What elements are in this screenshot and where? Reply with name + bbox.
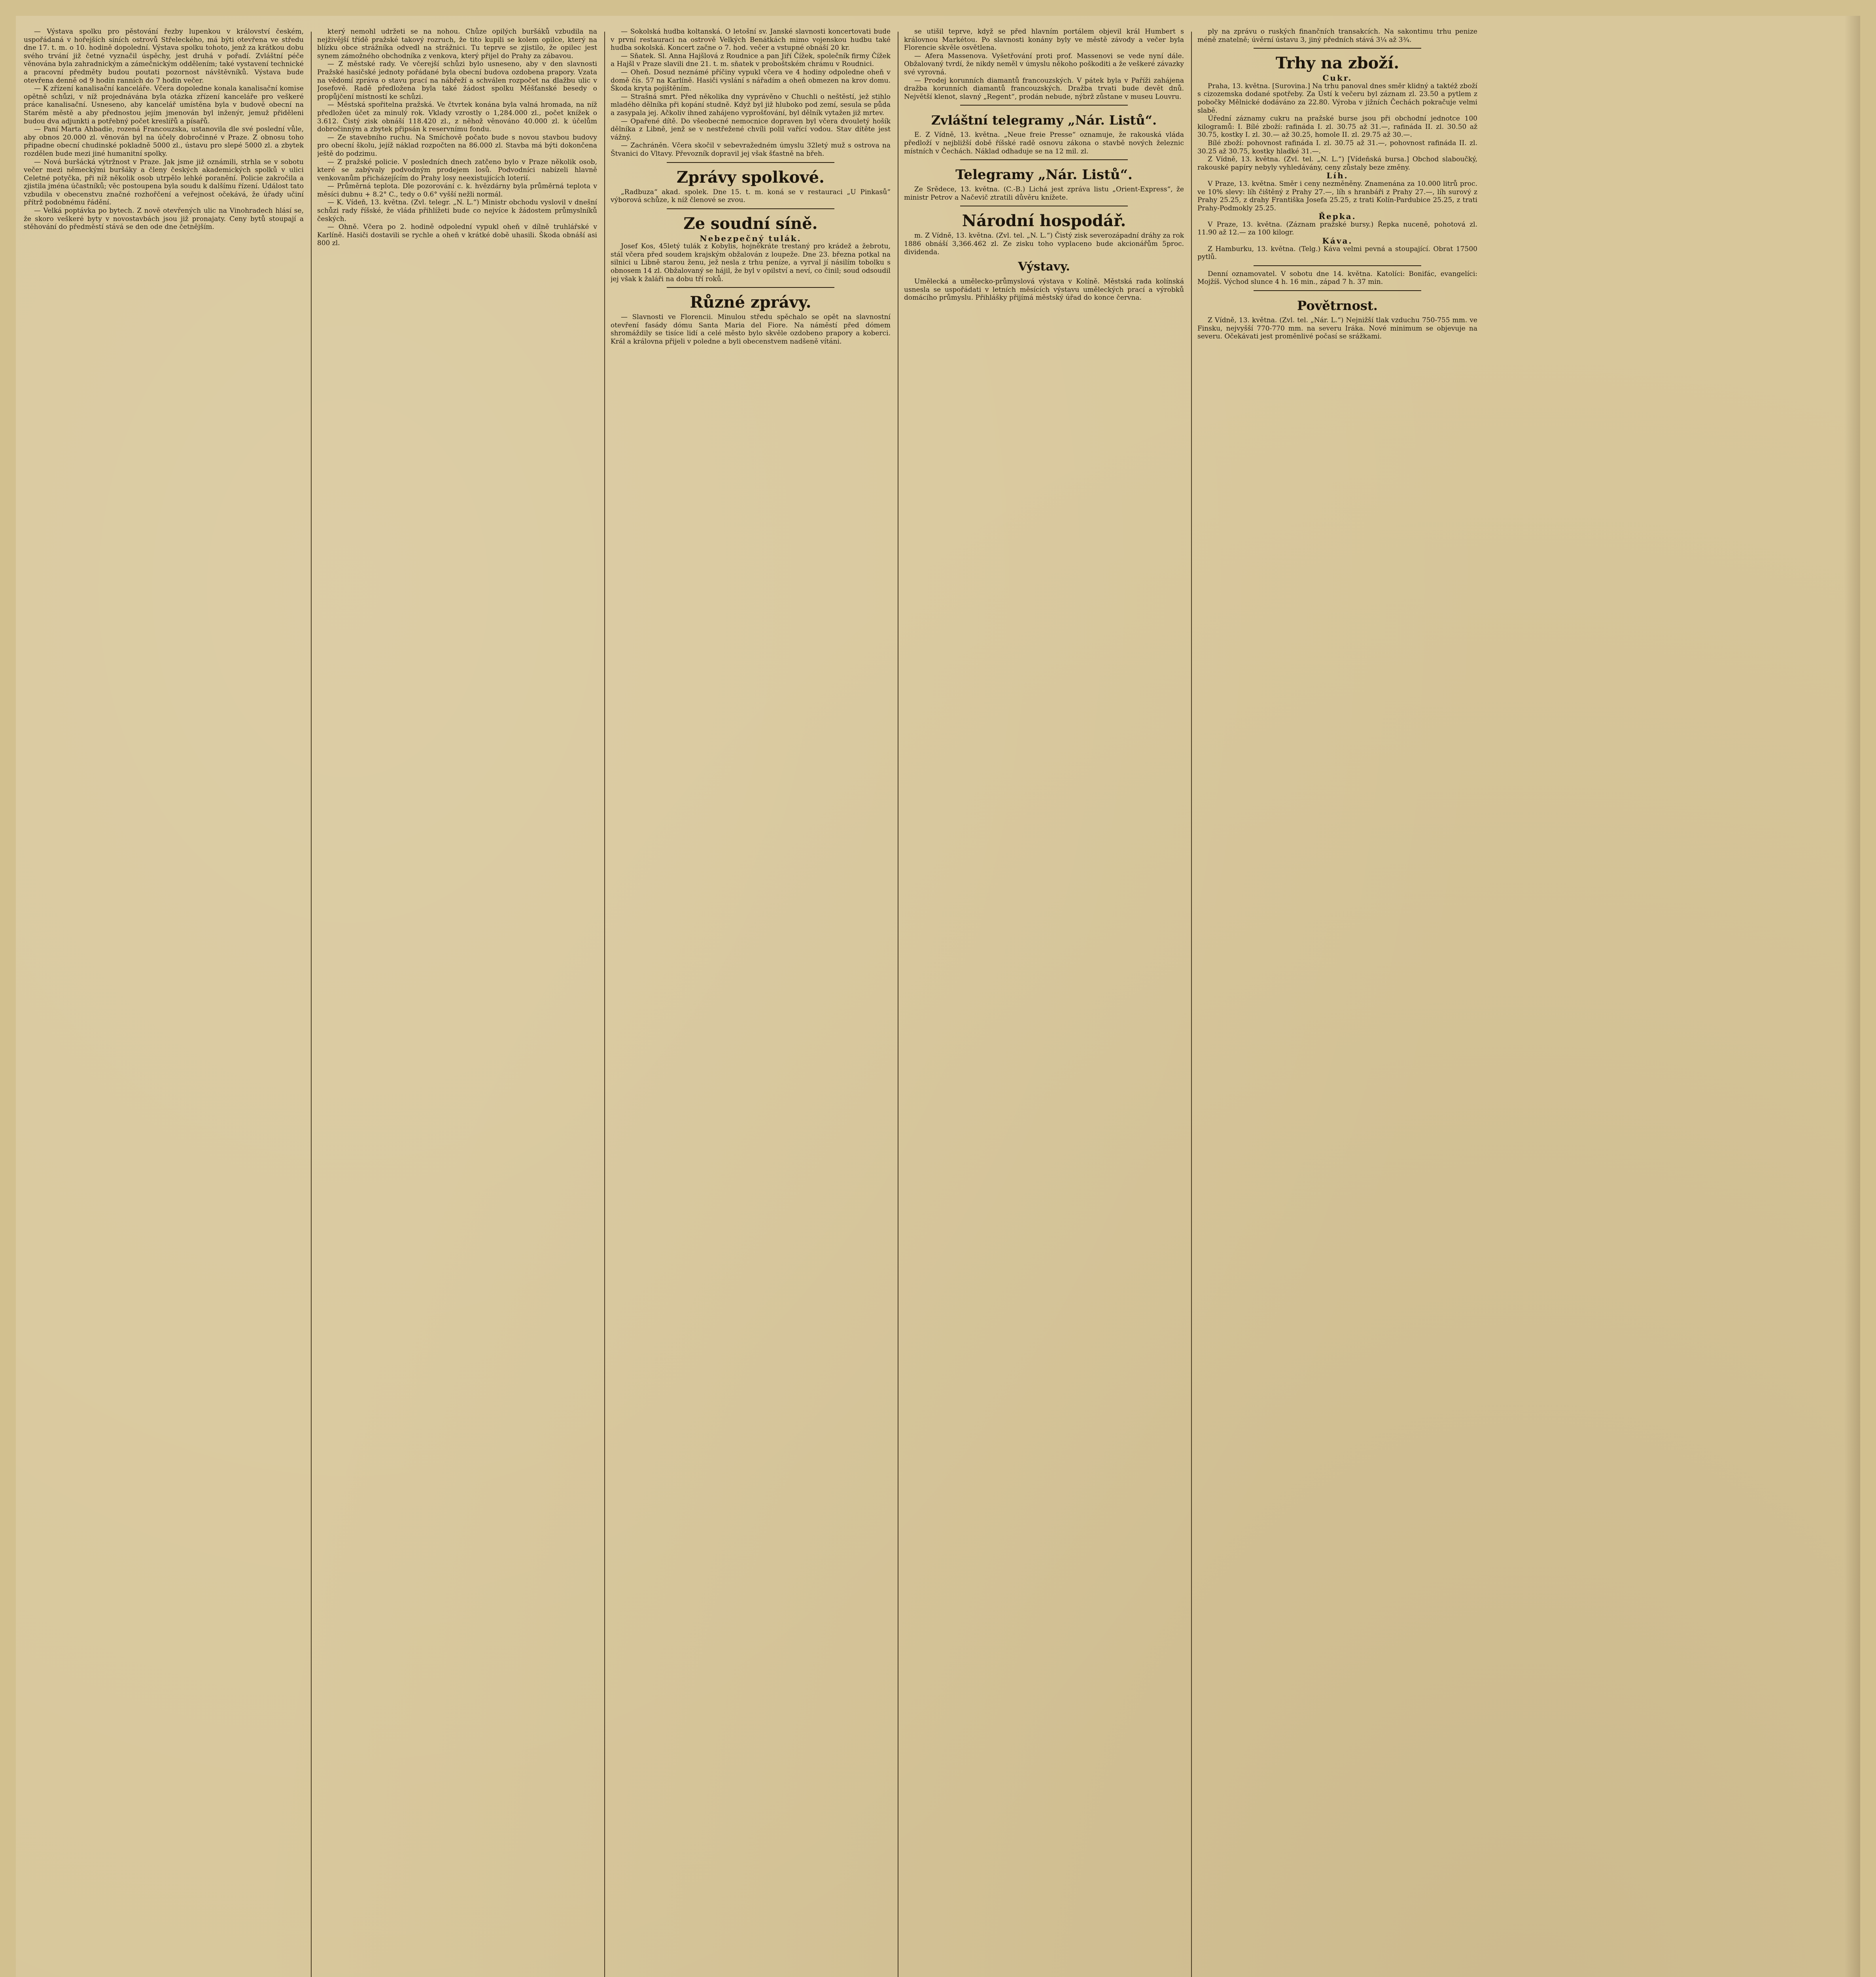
column-1 [24,28,304,1977]
divider [667,287,835,288]
article-spolek-rezby: — Výstava spolku pro pěstování řezby lupenkou v království českém, uspořádaná v hořejších síních ostrovů Střeleckého, má býti otevřena ve středu dne 17. t. m. o 10. hodině dopolední. Výstava spolku tohoto, jenž za krátkou dobu svého trvání již četné vyznačil úspěchy, jest druhá v pořadí. Zvláštní péče věnována byla zahradnickým a zámečnickým oddělením; také vystavení technické a pracovní předměty budou poutati pozornost návštěvníků. Výstava bude otevřena denně od 9 hodin ranních do 7 hodin večer. [24,28,304,85]
newspaper-page [16,16,1860,1977]
section-title-ruzne-zpravy: Různé zprávy. [690,293,811,312]
section-title-zvlastni-telegramy: Zvláštní telegramy „Nár. Listů“. [931,113,1157,128]
column-5 [1197,28,1477,1977]
section-title-vystavy: Výstavy. [1018,260,1070,274]
page-edge-shadow [1844,16,1860,1977]
section-title-zpravy-spolkove: Zprávy spolkové. [677,168,825,187]
article-bile-zbozi: Bílé zboží: pohovnost rafináda I. zl. 30.75 až 31.—, pohovnost rafináda II. zl. 30.25 až 30.75, kostky hladké 31.—. [1197,139,1477,155]
divider [1254,265,1422,266]
divider [1254,48,1422,49]
article-opilec: který nemohl udržeti se na nohou. Chůze opilých buršáků vzbudila na nejživější třídě pražské takový rozruch, že tito kupili se kolem opilce, který na blízku obce strážníka odvedl na strážnici. Tu teprve se zjistilo, že opilec jest synem zámožného obchodníka z venkova, který přijel do Prahy za zábavou. [317,28,597,60]
article-telegram-presse: E. Z Vídně, 13. května. „Neue freie Presse“ oznamuje, že rakouská vláda předloží v nejbližší době říšské radě osnovu zákona o stavbě nových železnic místních v Čechách. Náklad odhaduje se na 12 mil. zl. [904,131,1184,155]
article-cukr-zaznamy: Úřední záznamy cukru na pražské burse jsou při obchodní jednotce 100 kilogramů: I. Bílé zboží: rafináda I. zl. 30.75 až 31.—, rafináda II. zl. 30.50 až 30.75, kostky I. zl. 30.— až 30.25, homole II. zl. 29.75 až 30.—. [1197,115,1477,139]
column-2 [317,28,597,1977]
article-teplota: — Průměrná teplota. Dle pozorování c. k. hvězdárny byla průměrná teplota v měsíci dubnu + 8.2° C., tedy o 0.6° vyšší nežli normál. [317,182,597,198]
divider [960,105,1128,106]
divider [667,162,835,163]
column-rule [604,32,605,1977]
article-kanalisace: — K zřízení kanalisační kanceláře. Včera dopoledne konala kanalisační komise opětně schůzi, v níž projednávána byla otázka zřízení kanceláře pro veškeré práce kanalisační. Usneseno, aby kancelář umístěna byla v budově obecní na Starém městě a aby přednostou jejím jmenován byl inženýr, jemuž přiděleni budou dva adjunkti a potřebný počet kreslířů a písařů. [24,85,304,125]
article-denni-oznamovatel: Denní oznamovatel. V sobotu dne 14. května. Katolíci: Bonifác, evangelíci: Mojžíš. Východ slunce 4 h. 16 min., západ 7 h. 37 min. [1197,270,1477,286]
subtitle-repka: Řepka. [1318,212,1356,221]
article-cukr-praha: Praha, 13. května. [Surovina.] Na trhu panoval dnes směr klidný a taktéž zboží s cizozemska dodané spotřeby. Za Ústí k večeru byl záznam zl. 23.50 a pytlem z pobočky Mělnické dodáváno za 22.80. Výroba v jižních Čechách pokračuje velmi slabě. [1197,82,1477,115]
article-policie: — Z pražské policie. V posledních dnech zatčeno bylo v Praze několik osob, které se zabývaly podvodným prodejem losů. Podvodníci nabízeli hlavně venkovanům přicházejícím do Prahy losy neexistujících loterií. [317,158,597,182]
article-lih: V Praze, 13. května. Směr i ceny nezměněny. Znamenána za 10.000 litrů proc. ve 10% slevy: líh čištěný z Prahy 27.—, líh s hranbáři z Prahy 27.—, líh surový z Prahy 25.25, z drahy Františka Josefa 25.25, z trati Kolín-Pardubice 25.25, z trati Prahy-Podmokly 25.25. [1197,180,1477,212]
divider [960,159,1128,160]
section-title-soudni-sin: Ze soudní síně. [683,214,818,233]
section-title-povetrnost: Povětrnost. [1297,298,1378,314]
article-draha: m. Z Vídně, 13. května. (Zvl. tel. „N. L.“) Čistý zisk severozápadní dráhy za rok 1886 obnáší 3,366.462 zl. Ze zisku toho vyplaceno bude akcionářům 5proc. dividenda. [904,232,1184,256]
section-title-trhy: Trhy na zboží. [1275,54,1399,73]
divider [1254,290,1422,291]
article-diamanty: — Prodej korunních diamantů francouzských. V pátek byla v Paříži zahájena dražba korunních diamantů francouzských. Dražba trvati bude devět dnů. Největší klenot, slavný „Regent“, prodán nebude, nýbrž zůstane v museu Louvru. [904,76,1184,101]
article-mestska-rada: — Z městské rady. Ve včerejší schůzi bylo usneseno, aby v den slavnosti Pražské hasičské jednoty pořádané byla obecní budova ozdobena prapory. Vzata na vědomí zpráva o stavu prací na nábřeží a schválen rozpočet na dlažbu ulic v Josefově. Radě předložena byla také žádost spolku Měšťanské besedy o propůjčení místností ke schůzi. [317,60,597,101]
article-povetrnost: Z Vídně, 13. května. (Zvl. tel. „Nár. L.“) Nejnižší tlak vzduchu 750-755 mm. ve Finsku, nejvyšší 770-770 mm. na severu Iráka. Nové minimum se objevuje na severu. Očekávati jest proměnlivé počasí se srážkami. [1197,316,1477,341]
article-bursaci: — Nová buršácká výtržnost v Praze. Jak jsme již oznámili, strhla se v sobotu večer mezi německými buršáky a členy českých akademických spolků v ulici Celetné potyčka, při níž několik osob utrpělo lehké poranění. Policie zakročila a zjistila jména účastníků; věc postoupena byla soudu k dalšímu řízení. Událost tato vzbudila v obecenstvu značné rozhořčení a veřejnost očekává, že úřady učiní přítrž podobnému řádění. [24,158,304,207]
article-kava: Z Hamburku, 13. května. (Telg.) Káva velmi pevná a stoupající. Obrat 17500 pytlů. [1197,245,1477,261]
column-rule [1191,32,1192,1977]
article-sokolska-hudba: — Sokolská hudba koltanská. O letošní sv. Janské slavnosti koncertovati bude v první restauraci na ostrově Velkých Benátkách mimo vojenskou hudbu také hudba sokolská. Koncert začne o 7. hod. večer a vstupné obnáší 20 kr. [611,28,891,52]
article-ohne: — Ohně. Včera po 2. hodině odpolední vypukl oheň v dílně truhlářské v Karlíně. Hasiči dostavili se rychle a oheň v krátké době uhasili. Škoda obnáší asi 800 zl. [317,223,597,248]
article-ohen: — Oheň. Dosud neznámé příčiny vypukl včera ve 4 hodiny odpoledne oheň v domě čís. 57 na Karlíně. Hasiči vyslání s nářadím a oheň obmezen na krov domu. Škoda kryta pojištěním. [611,68,891,93]
subtitle-tulak: Nebezpečný tulák. [700,233,802,243]
article-repka: V Praze, 13. května. (Záznam pražské bursy.) Řepka nuceně, pohotová zl. 11.90 až 12.— za 100 kilogr. [1197,220,1477,237]
article-massenova: — Afera Massenova. Vyšetřování proti prof. Massenovi se vede nyní dále. Obžalovaný tvrdí, že nikdy neměl v úmyslu někoho poškoditi a že veškeré závazky své vyrovná. [904,52,1184,76]
article-vystava-kolin: Umělecká a umělecko-průmyslová výstava v Kolíně. Městská rada kolínská usnesla se uspořádati v letních měsících výstavu uměleckých prací a výrobků domácího průmyslu. Přihlášky přijímá městský úřad do konce června. [904,278,1184,302]
subtitle-lih: Líh. [1326,171,1348,181]
subtitle-kava: Káva. [1322,236,1353,246]
article-zachranen: — Zachráněn. Včera skočil v sebevražedném úmyslu 32letý muž s ostrova na Štvanici do Vltavy. Převozník dopravil jej však šťastně na břeh. [611,142,891,158]
section-title-telegramy: Telegramy „Nár. Listů“. [955,167,1133,183]
article-florencie-cont: se utišil teprve, když se před hlavním portálem objevil král Humbert s královnou Markétou. Po slavnosti konány byly ve městě závody a večer byla Florencie skvěle osvětlena. [904,28,1184,52]
divider [667,208,835,209]
article-stavebni-ruch: — Ze stavebního ruchu. Na Smíchově počato bude s novou stavbou budovy pro obecní školu, jejíž náklad rozpočten na 86.000 zl. Stavba má býti dokončena ještě do podzimu. [317,133,597,158]
column-rule [311,32,312,1977]
article-telegram-vieden: — K. Vídeň, 13. května. (Zvl. telegr. „N. L.“) Ministr obchodu vyslovil v dnešní schůzi rady říšské, že vláda přihlížeti bude co nejvíce k žádostem průmyslníků českých. [317,198,597,223]
article-ahbadie: — Paní Marta Ahbadie, rozená Francouzska, ustanovila dle své poslední vůle, aby obnos 20.000 zl. věnován byl na účely dobročinné v Praze. Z obnosu toho připadne obecní chudinské pokladně 5000 zl., ústavu pro slepé 5000 zl. a zbytek rozdělen bude mezi jiné humanitní spolky. [24,125,304,158]
article-oparene-dite: — Opařené dítě. Do všeobecné nemocnice dopraven byl včera dvouletý hošík dělníka z Libně, jenž se v nestřežené chvíli polil vařící vodou. Stav dítěte jest vážný. [611,117,891,142]
subtitle-cukr: Cukr. [1322,73,1352,83]
article-strasna-smrt: — Strašná smrt. Před několika dny vyprávěno v Chuchli o neštěstí, jež stihlo mladého dělníka při kopání studně. Když byl již hluboko pod zemí, sesula se půda a zasypala jej. Ačkoliv ihned zahájeno vyprošťování, byl dělník vytažen již mrtev. [611,93,891,117]
column-4 [904,28,1184,1977]
article-tulak: Josef Kos, 45letý tulák z Kobylis, hojněkráte trestaný pro krádež a žebrotu, stál včera před soudem krajským obžalován z loupeže. Dne 23. března potkal na silnici u Libně starou ženu, jež nesla z trhu peníze, a vyrval jí násilím tobolku s obnosem 14 zl. Obžalovaný se hájil, že byl v opilství a neví, co činil; soud odsoudil jej však k žaláři na dobu tří roků. [611,242,891,283]
article-viden-bursa: Z Vídně, 13. května. (Zvl. tel. „N. L.“) [Vídeňská bursa.] Obchod slaboučký, rakouské papíry nebyly vyhledávány, ceny zůstaly beze změny. [1197,155,1477,172]
article-byty: — Velká poptávka po bytech. Z nově otevřených ulic na Vinohradech hlásí se, že skoro veškeré byty v novostavbách jsou již pronajaty. Ceny bytů stoupají a stěhování do předměstí stává se den ode dne četnějším. [24,207,304,231]
article-finance: ply na zprávu o ruských finančních transakcích. Na sakontimu trhu penize méně znatelně; úvěrní ústavu 3, jiný předních stává 3¼ až 3¾. [1197,28,1477,44]
article-florencie: — Slavnosti ve Florencii. Minulou středu spěchalo se opět na slavnostní otevření fasády dómu Santa Maria del Fiore. Na náměstí před dómem shromáždily se tisíce lidí a celé město bylo skvěle ozdobeno prapory a koberci. Král a královna přijeli v poledne a byli obecenstvem nadšeně vítáni. [611,313,891,346]
section-title-narodni-hospodar: Národní hospodář. [962,212,1126,231]
article-sporitelna: — Městská spořitelna pražská. Ve čtvrtek konána byla valná hromada, na níž předložen účet za minulý rok. Vklady vzrostly o 1,284.000 zl., počet knížek o 3.612. Čistý zisk obnáší 118.420 zl., z něhož věnováno 40.000 zl. k účelům dobročinným a zbytek připsán k reservnímu fondu. [317,101,597,134]
column-3 [611,28,891,1977]
article-radbuza: „Radbuza“ akad. spolek. Dne 15. t. m. koná se v restauraci „U Pinkasů“ výborová schůze, k níž členové se zvou. [611,188,891,204]
article-sredec: Ze Srědece, 13. května. (C.-B.) Lichá jest zpráva listu „Orient-Express“, že ministr Petrov a Načevič ztratili důvěru knížete. [904,185,1184,202]
article-snatek: — Sňatek. Sl. Anna Hajšlová z Roudnice a pan Jiří Čížek, společník firmy Čížek a Hajšl v Praze slavili dne 21. t. m. sňatek v proboštském chrámu v Roudnici. [611,52,891,68]
